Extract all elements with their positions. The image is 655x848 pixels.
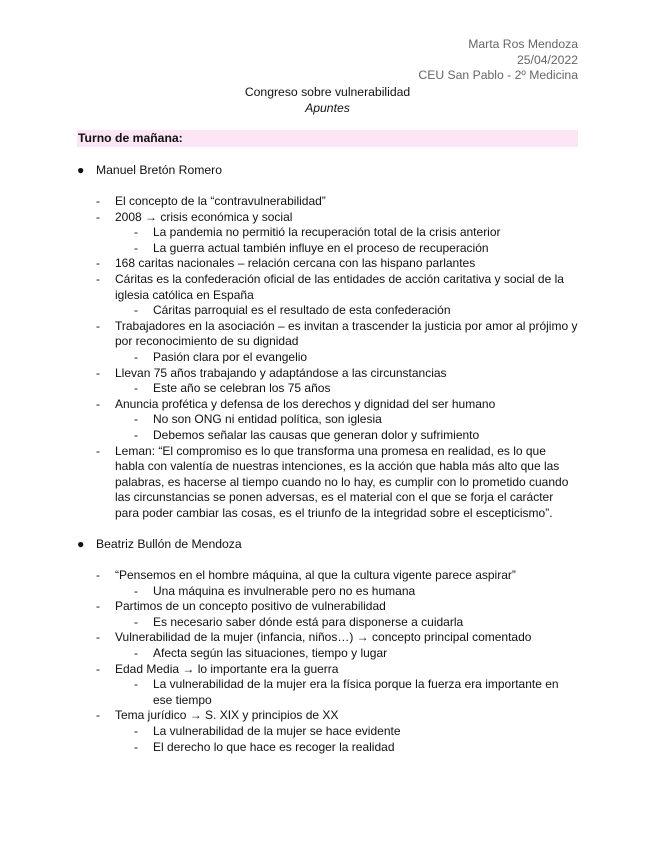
list-item: - Partimos de un concepto positivo de vulnerabilidad: [96, 599, 386, 614]
dash-icon: -: [96, 708, 100, 723]
dash-icon: -: [96, 365, 100, 380]
dash-icon: -: [96, 630, 100, 645]
dash-icon: -: [96, 661, 100, 676]
sub-list-item: - Una máquina es invulnerable pero no es humana: [134, 583, 416, 598]
sub-list-item: - No son ONG ni entidad política, son iglesia: [134, 412, 382, 427]
document-header: [418, 37, 578, 84]
list-item: - Cáritas es la confederación oficial de las entidades de acción caritativa y social de la iglesia católica en España: [96, 271, 564, 302]
dash-icon: -: [96, 271, 100, 286]
dash-icon: -: [96, 256, 100, 271]
list-item: - Edad Media → lo importante era la guerra: [96, 661, 339, 676]
title-main: Congreso sobre vulnerabilidad: [244, 85, 411, 99]
document-date: 25/04/2022: [517, 52, 578, 67]
dash-icon: -: [134, 412, 138, 427]
sub-list-item: - Pasión clara por el evangelio: [134, 349, 308, 364]
list-item: - 2008 → crisis económica y social: [96, 209, 293, 224]
document-title: [0, 85, 655, 116]
speaker-name: Manuel Bretón Romero: [96, 163, 222, 177]
list-item: - Leman: “El compromiso es lo que transforma una promesa en realidad, es lo que habla con valentía de nuestras intenciones, es la acción que habla más alto que las palabras, es hacerse al tiempo cuando no lo hay, es cumplir con lo prometido cuando las circunstancias se ponen adversas, es el material con el que se forja el carácter para poder cambiar las cosas, es el triunfo de la integridad sobre el escepticismo”.: [96, 443, 569, 520]
dash-icon: -: [134, 240, 138, 255]
bullet-icon: ●: [77, 163, 85, 177]
sub-list-item: - La pandemia no permitió la recuperación total de la crisis anterior: [134, 225, 501, 240]
sub-list-item: - La guerra actual también influye en el proceso de recuperación: [134, 240, 489, 255]
dash-icon: -: [134, 583, 138, 598]
dash-icon: -: [96, 209, 100, 224]
dash-icon: -: [134, 739, 138, 754]
list-item: - El concepto de la “contravulnerabilidad”: [96, 194, 326, 208]
dash-icon: -: [134, 723, 138, 738]
dash-icon: -: [96, 568, 100, 582]
dash-icon: -: [134, 677, 138, 692]
speaker-notes-list: [77, 568, 578, 755]
list-item: - Anuncia profética y defensa de los derechos y dignidad del ser humano: [96, 396, 496, 411]
sub-list-item: - Cáritas parroquial es el resultado de esta confederación: [134, 303, 451, 318]
author-name: Marta Ros Mendoza: [468, 37, 578, 51]
list-item: - Tema jurídico → S. XIX y principios de XX: [96, 708, 339, 723]
list-item: - Vulnerabilidad de la mujer (infancia, niños…) → concepto principal comentado: [96, 630, 532, 645]
bullet-icon: ●: [77, 537, 85, 551]
speaker-name: Beatriz Bullón de Mendoza: [96, 537, 242, 551]
sub-list-item: - El derecho lo que hace es recoger la realidad: [134, 739, 395, 754]
dash-icon: -: [96, 194, 100, 208]
sub-list-item: - La vulnerabilidad de la mujer era la física porque la fuerza era importante en ese tiempo: [134, 677, 559, 707]
speaker-notes-list: [77, 194, 578, 521]
sub-list-item: - Es necesario saber dónde está para disponerse a cuidarla: [134, 614, 464, 629]
sub-list-item: - Afecta según las situaciones, tiempo y lugar: [134, 645, 388, 660]
dash-icon: -: [96, 599, 100, 614]
section-heading: Turno de mañana:: [77, 130, 578, 147]
sub-list-item: - Debemos señalar las causas que generan dolor y sufrimiento: [134, 427, 480, 442]
list-item: - “Pensemos en el hombre máquina, al que la cultura vigente parece aspirar”: [96, 568, 516, 582]
dash-icon: -: [96, 443, 100, 458]
speaker-heading: [77, 163, 222, 179]
title-subtitle: Apuntes: [305, 100, 350, 115]
speaker-heading: [77, 537, 242, 553]
list-item: - Trabajadores en la asociación – es invitan a trascender la justicia por amor al prójimo y por reconocimiento de su dignidad: [96, 318, 578, 349]
dash-icon: -: [134, 225, 138, 240]
list-item: - Llevan 75 años trabajando y adaptándose a las circunstancias: [96, 365, 447, 380]
sub-list-item: - Este año se celebran los 75 años: [134, 381, 331, 396]
dash-icon: -: [134, 349, 138, 364]
institution: CEU San Pablo - 2º Medicina: [418, 68, 578, 82]
dash-icon: -: [134, 427, 138, 442]
dash-icon: -: [134, 303, 138, 318]
dash-icon: -: [96, 396, 100, 411]
list-item: - 168 caritas nacionales – relación cercana con las hispano parlantes: [96, 256, 476, 271]
dash-icon: -: [96, 318, 100, 333]
dash-icon: -: [134, 614, 138, 629]
dash-icon: -: [134, 381, 138, 396]
dash-icon: -: [134, 645, 138, 660]
sub-list-item: - La vulnerabilidad de la mujer se hace evidente: [134, 723, 401, 738]
